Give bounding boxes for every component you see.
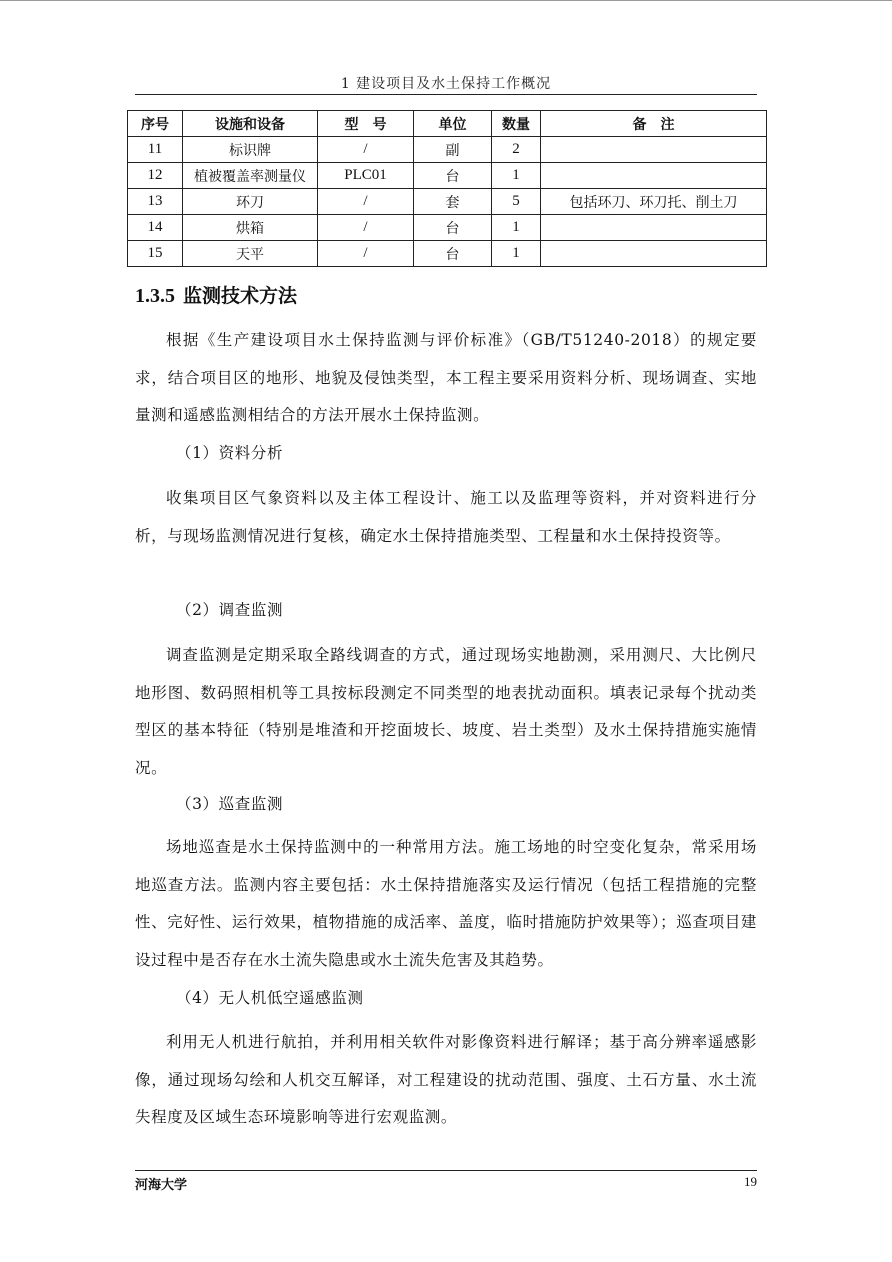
running-header: 1 建设项目及水土保持工作概况 <box>340 76 552 92</box>
cell-remarks <box>541 137 767 163</box>
method-4-heading: （4）无人机低空遥感监测 <box>176 989 364 1007</box>
cell-model: / <box>318 189 414 215</box>
col-header-seq: 序号 <box>128 111 183 137</box>
method-3-heading: （3）巡查监测 <box>176 795 284 813</box>
cell-equipment: 烘箱 <box>183 215 318 241</box>
footer-page-number: 19 <box>744 1174 757 1189</box>
method-4-paragraph: 利用无人机进行航拍，并利用相关软件对影像资料进行解译；基于高分辨率遥感影像，通过现场勾绘和人机交互解译，对工程建设的扰动范围、强度、土石方量、水土流失程度及区域生态环境影响等进行宏观监测。 <box>135 1033 757 1126</box>
section-number: 1.3.5 <box>135 285 175 307</box>
intro-paragraph: 根据《生产建设项目水土保持监测与评价标准》（GB/T51240-2018）的规定要求，结合项目区的地形、地貌及侵蚀类型，本工程主要采用资料分析、现场调查、实地量测和遥感监测相结合的方法开展水土保持监测。 <box>135 331 757 424</box>
cell-remarks: 包括环刀、环刀托、削土刀 <box>541 189 767 215</box>
cell-model: / <box>318 215 414 241</box>
cell-quantity: 5 <box>492 189 541 215</box>
method-3-paragraph: 场地巡查是水土保持监测中的一种常用方法。施工场地的时空变化复杂，常采用场地巡查方法。监测内容主要包括：水土保持措施落实及运行情况（包括工程措施的完整性、完好性、运行效果，植物措施的成活率、盖度，临时措施防护效果等）；巡查项目建设过程中是否存在水土流失隐患或水土流失危害及其趋势。 <box>135 838 757 969</box>
cell-quantity: 2 <box>492 137 541 163</box>
method-1-paragraph: 收集项目区气象资料以及主体工程设计、施工以及监理等资料，并对资料进行分析，与现场监测情况进行复核，确定水土保持措施类型、工程量和水土保持投资等。 <box>135 489 757 545</box>
cell-unit: 套 <box>414 189 492 215</box>
cell-quantity: 1 <box>492 241 541 267</box>
cell-seq: 12 <box>128 163 183 189</box>
method-2-paragraph: 调查监测是定期采取全路线调查的方式，通过现场实地勘测，采用测尺、大比例尺地形图、数码照相机等工具按标段测定不同类型的地表扰动面积。填表记录每个扰动类型区的基本特征（特别是堆渣和开挖面坡长、坡度、岩土类型）及水土保持措施实施情况。 <box>135 646 757 777</box>
cell-quantity: 1 <box>492 215 541 241</box>
col-header-equipment: 设施和设备 <box>183 111 318 137</box>
cell-equipment: 标识牌 <box>183 137 318 163</box>
col-header-remarks: 备 注 <box>541 111 767 137</box>
top-border-line <box>0 0 892 1</box>
col-header-model: 型 号 <box>318 111 414 137</box>
cell-equipment: 天平 <box>183 241 318 267</box>
cell-quantity: 1 <box>492 163 541 189</box>
table-row <box>128 137 767 163</box>
cell-model: PLC01 <box>318 163 414 189</box>
method-2-heading: （2）调查监测 <box>176 601 284 619</box>
cell-model: / <box>318 241 414 267</box>
cell-seq: 11 <box>128 137 183 163</box>
cell-unit: 台 <box>414 163 492 189</box>
cell-remarks <box>541 163 767 189</box>
cell-unit: 台 <box>414 215 492 241</box>
table-row <box>128 241 767 267</box>
footer-institution: 河海大学 <box>135 1178 188 1193</box>
cell-remarks <box>541 215 767 241</box>
header-rule <box>135 94 757 95</box>
col-header-quantity: 数量 <box>492 111 541 137</box>
cell-unit: 副 <box>414 137 492 163</box>
cell-equipment: 植被覆盖率测量仪 <box>183 163 318 189</box>
section-title: 监测技术方法 <box>183 285 298 307</box>
cell-model: / <box>318 137 414 163</box>
cell-seq: 14 <box>128 215 183 241</box>
table-row <box>128 163 767 189</box>
cell-remarks <box>541 241 767 267</box>
footer-rule <box>135 1170 757 1171</box>
equipment-table <box>127 110 767 267</box>
section-heading <box>135 281 297 308</box>
method-1-heading: （1）资料分析 <box>176 444 284 462</box>
col-header-unit: 单位 <box>414 111 492 137</box>
table-row <box>128 189 767 215</box>
cell-seq: 15 <box>128 241 183 267</box>
cell-unit: 台 <box>414 241 492 267</box>
cell-seq: 13 <box>128 189 183 215</box>
cell-equipment: 环刀 <box>183 189 318 215</box>
table-header-row <box>128 111 767 137</box>
table-row <box>128 215 767 241</box>
